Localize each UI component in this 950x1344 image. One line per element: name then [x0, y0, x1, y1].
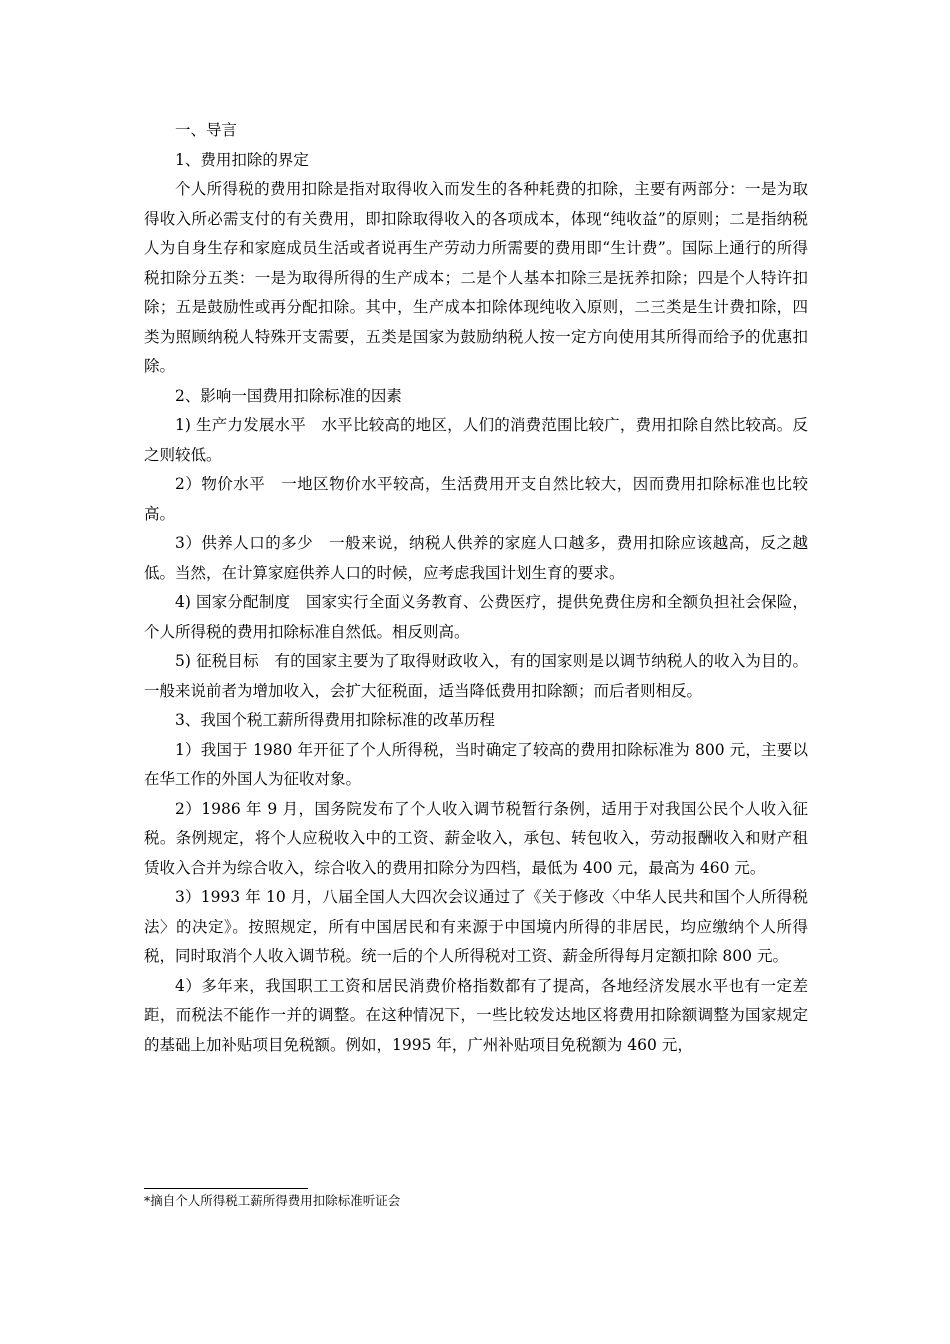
subheading-factors: 2、影响一国费用扣除标准的因素	[175, 386, 402, 405]
paragraph-history-1980: 1）我国于 1980 年开征了个人所得税，当时确定了较高的费用扣除标准为 800 元，主要以在华工作的外国人为征收对象。	[144, 740, 808, 788]
paragraph-history-later: 4）多年来，我国职工工资和居民消费价格指数都有了提高，各地经济发展水平也有一定差距，而税法不能作一并的调整。在这种情况下，一些比较发达地区将费用扣除额调整为国家规定的基础上加补贴项目免税额。例如，1995 年，广州补贴项目免税额为 460 元，	[144, 976, 808, 1054]
footnote: *摘自个人所得税工薪所得费用扣除标准听证会	[144, 1193, 401, 1208]
paragraph-factor-dependents: 3）供养人口的多少 一般来说，纳税人供养的家庭人口越多，费用扣除应该越高，反之越低。当然，在计算家庭供养人口的时候，应考虑我国计划生育的要求。	[144, 534, 808, 582]
footnote-separator	[144, 1188, 308, 1189]
document-body	[144, 116, 808, 1060]
paragraph-factor-productivity: 1) 生产力发展水平 水平比较高的地区，人们的消费范围比较广，费用扣除自然比较高。反之则较低。	[144, 416, 808, 464]
heading-introduction: 一、导言	[175, 121, 238, 139]
paragraph-history-1986: 2）1986 年 9 月，国务院发布了个人收入调节税暂行条例，适用于对我国公民个人收入征税。条例规定，将个人应税收入中的工资、薪金收入，承包、转包收入，劳动报酬收入和财产租赁收入合并为综合收入，综合收入的费用扣除分为四档，最低为 400 元，最高为 460 元。	[144, 799, 808, 877]
paragraph-factor-distribution: 4) 国家分配制度 国家实行全面义务教育、公费医疗，提供免费住房和全额负担社会保险，个人所得税的费用扣除标准自然低。相反则高。	[144, 593, 808, 641]
paragraph-definition: 个人所得税的费用扣除是指对取得收入而发生的各种耗费的扣除，主要有两部分：一是为取得收入所必需支付的有关费用，即扣除取得收入的各项成本，体现“纯收益”的原则；二是指纳税人为自身生存和家庭成员生活或者说再生产劳动力所需要的费用即“生计费”。国际上通行的所得税扣除分五类：一是为取得所得的生产成本；二是个人基本扣除三是抚养扣除；四是个人特许扣除；五是鼓励性或再分配扣除。其中，生产成本扣除体现纯收入原则，二三类是生计费扣除，四类为照顾纳税人特殊开支需要，五类是国家为鼓励纳税人按一定方向使用其所得而给予的优惠扣除。	[144, 180, 808, 375]
paragraph-history-1993: 3）1993 年 10 月，八届全国人大四次会议通过了《关于修改〈中华人民共和国个人所得税法〉的决定》。按照规定，所有中国居民和有来源于中国境内所得的非居民，均应缴纳个人所得税，同时取消个人收入调节税。统一后的个人所得税对工资、薪金所得每月定额扣除 800 元。	[144, 888, 808, 965]
paragraph-factor-tax-goal: 5) 征税目标 有的国家主要为了取得财政收入，有的国家则是以调节纳税人的收入为目的。一般来说前者为增加收入，会扩大征税面，适当降低费用扣除额；而后者则相反。	[144, 652, 808, 700]
paragraph-factor-prices: 2）物价水平 一地区物价水平较高，生活费用开支自然比较大，因而费用扣除标准也比较高。	[144, 475, 808, 523]
subheading-reform-history: 3、我国个税工薪所得费用扣除标准的改革历程	[175, 711, 495, 729]
subheading-definition: 1、费用扣除的界定	[175, 150, 309, 169]
